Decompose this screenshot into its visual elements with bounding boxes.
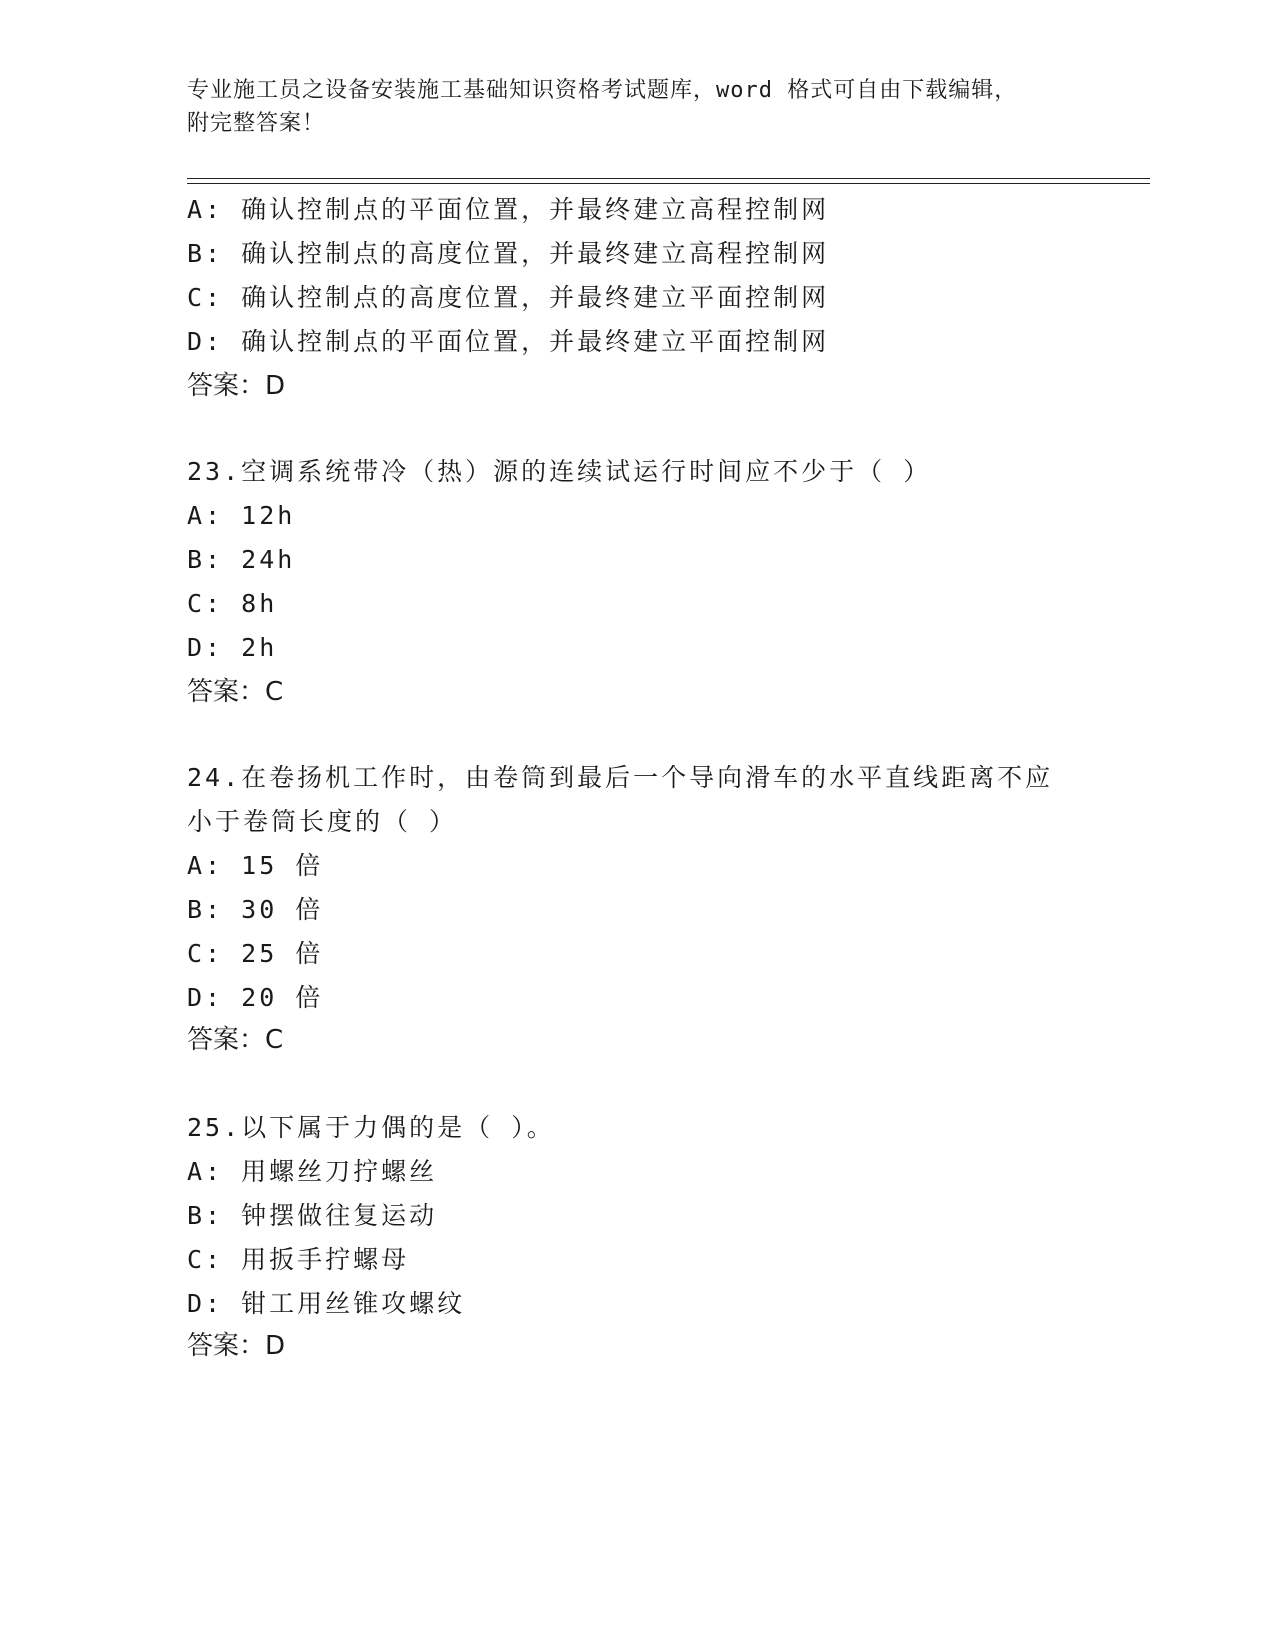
q22-answer: 答案：D <box>187 371 286 401</box>
q22-option-b: B: 确认控制点的高度位置，并最终建立高程控制网 <box>187 239 830 268</box>
q22-option-d: D: 确认控制点的平面位置，并最终建立平面控制网 <box>187 327 830 356</box>
q24-question-line-1: 24.在卷扬机工作时，由卷筒到最后一个导向滑车的水平直线距离不应 <box>187 763 1054 792</box>
q24-option-b: B: 30 倍 <box>187 895 324 924</box>
document-header <box>187 74 1087 140</box>
header-divider-bottom <box>187 183 1150 184</box>
q23-question: 23.空调系统带冷（热）源的连续试运行时间应不少于（ ） <box>187 457 932 486</box>
q23-answer: 答案：C <box>187 677 284 707</box>
header-line-1: 专业施工员之设备安装施工基础知识资格考试题库，word 格式可自由下载编辑， <box>187 78 1018 103</box>
q24-option-a: A: 15 倍 <box>187 851 324 880</box>
q25-question: 25.以下属于力偶的是（ ）。 <box>187 1113 555 1142</box>
header-line-2: 附完整答案！ <box>187 111 326 136</box>
q25-option-c: C: 用扳手拧螺母 <box>187 1245 410 1274</box>
q23-option-b: B: 24h <box>187 545 296 574</box>
header-divider-top <box>187 178 1150 179</box>
q25-option-a: A: 用螺丝刀拧螺丝 <box>187 1157 438 1186</box>
q25-option-b: B: 钟摆做往复运动 <box>187 1201 438 1230</box>
q24-question-line-2: 小于卷筒长度的（ ） <box>187 807 458 836</box>
q22-option-a: A: 确认控制点的平面位置，并最终建立高程控制网 <box>187 195 830 224</box>
q25-option-d: D: 钳工用丝锥攻螺纹 <box>187 1289 466 1318</box>
q24-option-d: D: 20 倍 <box>187 983 324 1012</box>
q25-answer: 答案：D <box>187 1331 286 1361</box>
q23-option-a: A: 12h <box>187 501 296 530</box>
q22-option-c: C: 确认控制点的高度位置，并最终建立平面控制网 <box>187 283 830 312</box>
q24-option-c: C: 25 倍 <box>187 939 324 968</box>
q24-answer: 答案：C <box>187 1025 284 1055</box>
q23-option-d: D: 2h <box>187 633 278 662</box>
q23-option-c: C: 8h <box>187 589 278 618</box>
